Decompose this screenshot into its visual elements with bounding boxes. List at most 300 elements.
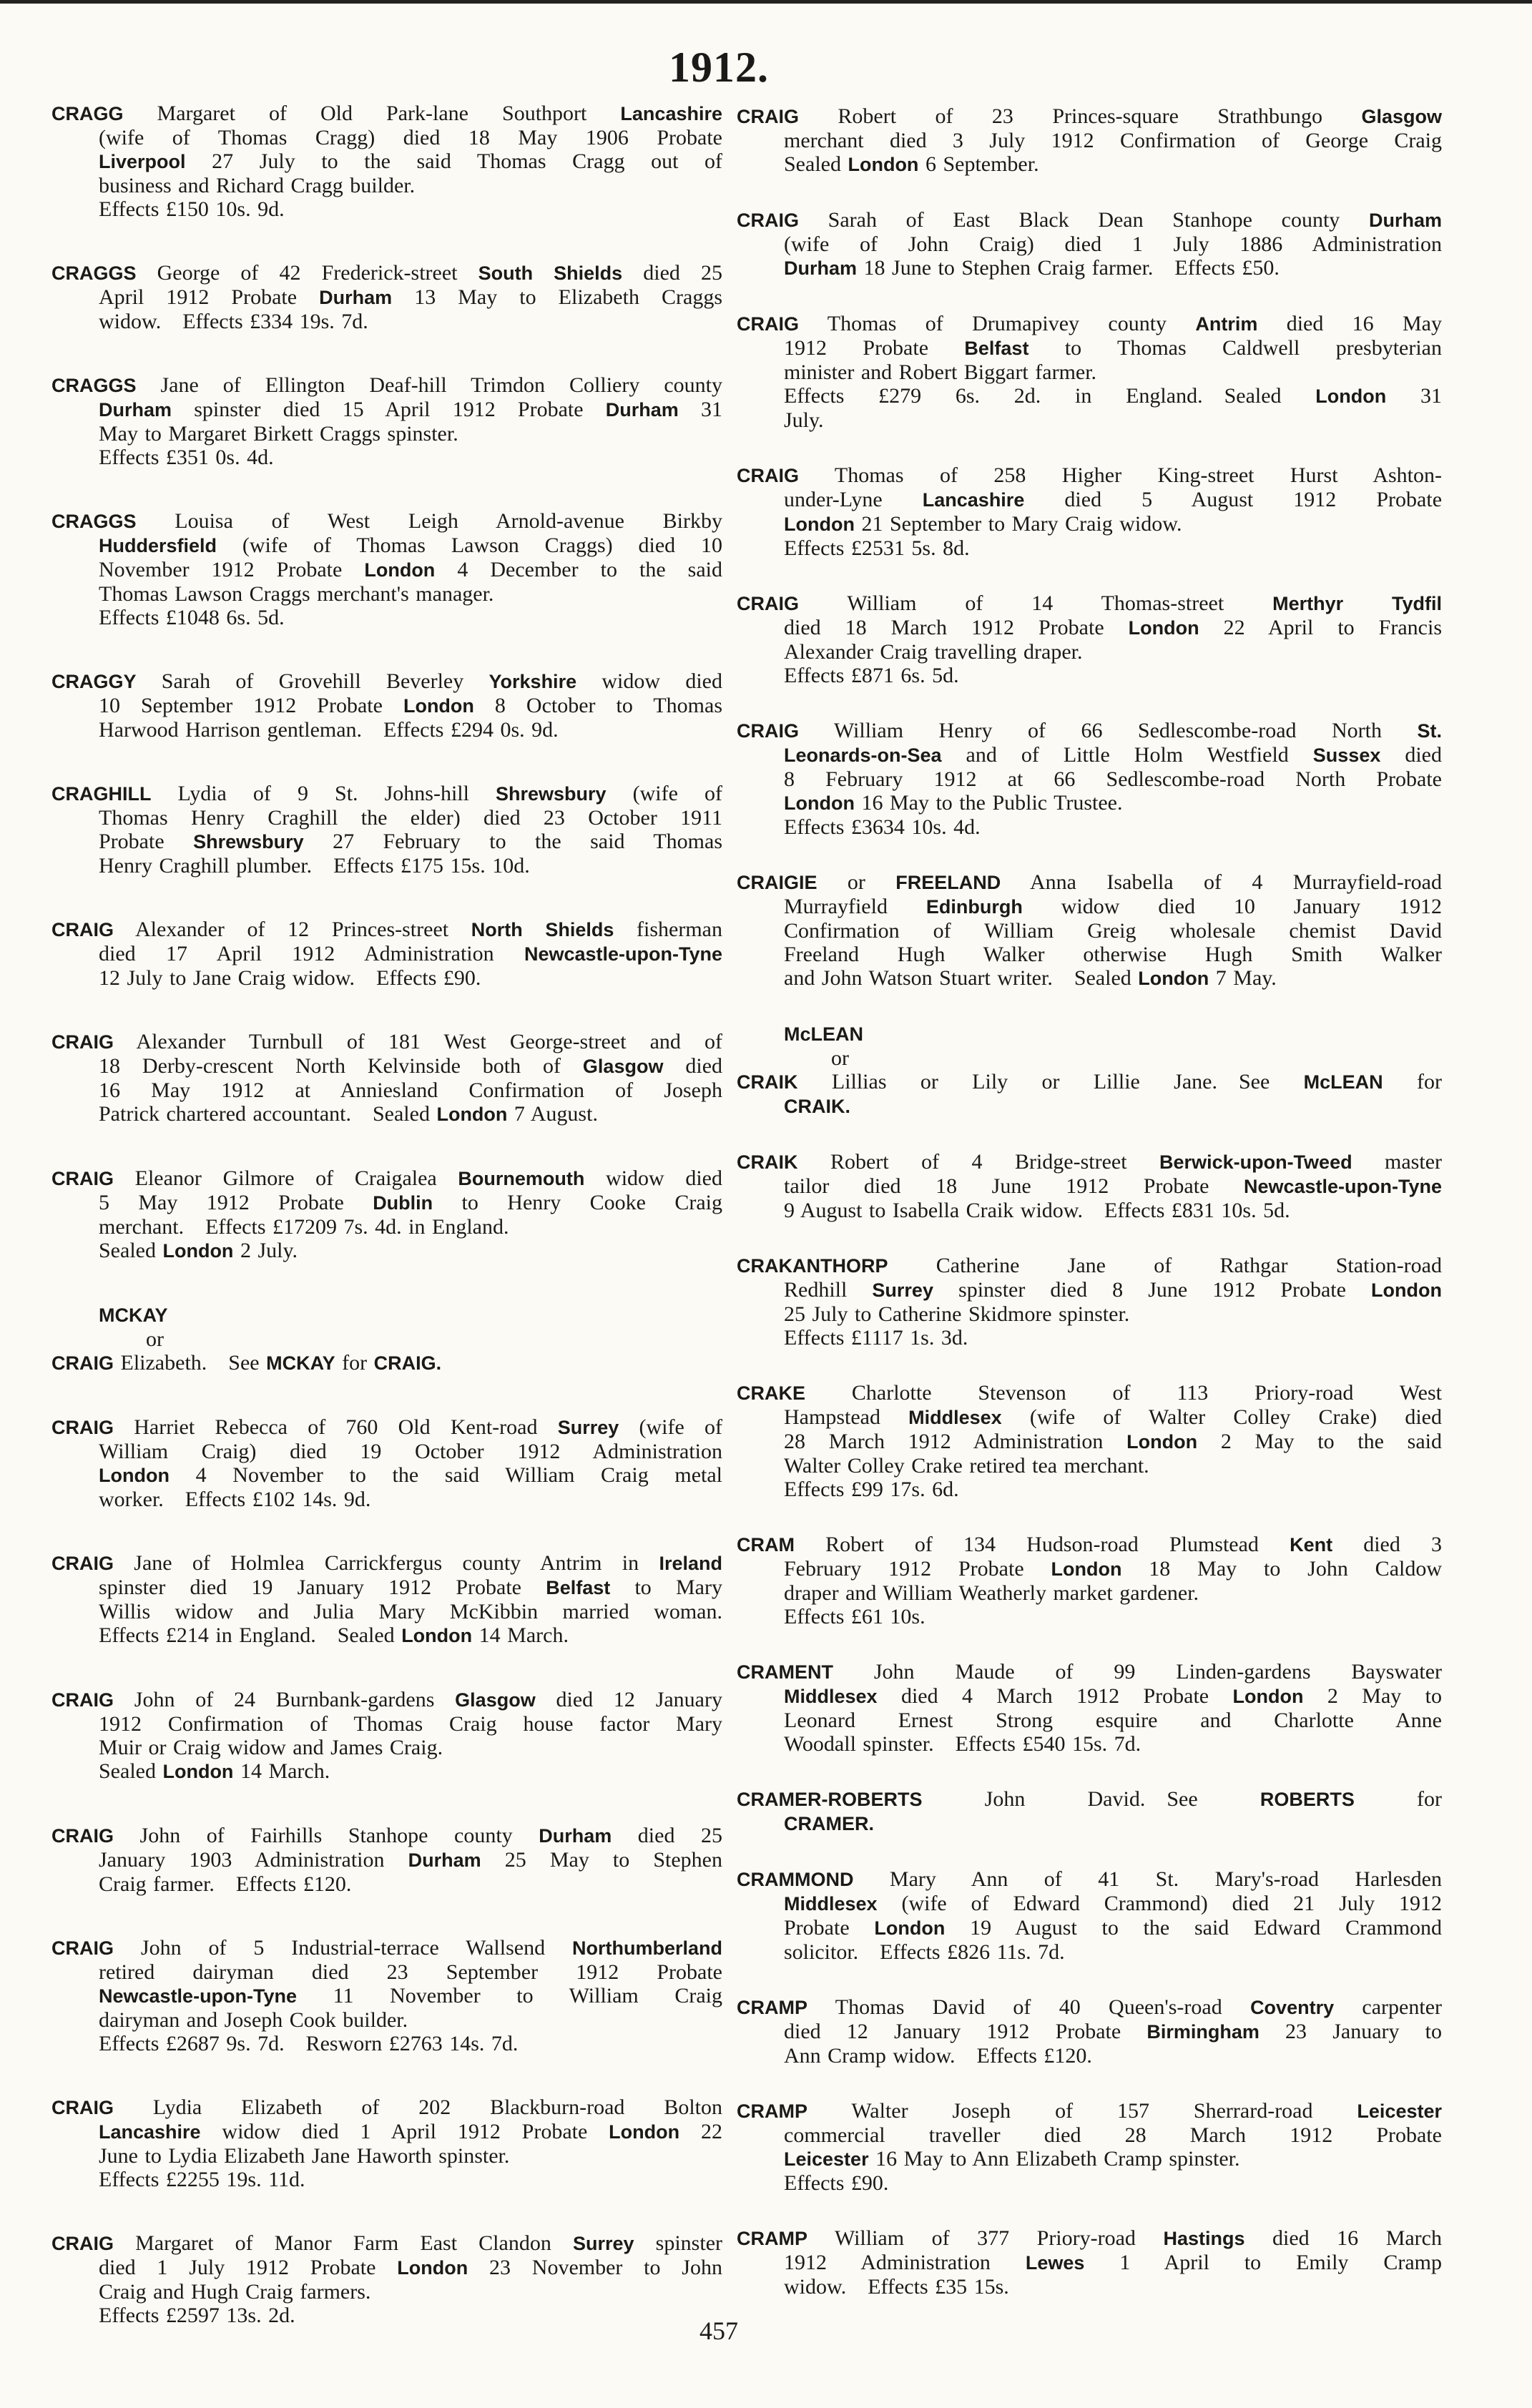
column-left — [51, 102, 722, 2367]
entry-line — [737, 1046, 1442, 1070]
probate-entry-craig-margaret — [51, 2231, 722, 2327]
entry-text: to Thomas Caldwell presbyterian — [1028, 336, 1442, 360]
bold-name-or-place: Kent — [1290, 1534, 1333, 1556]
probate-entry-craig-alexander — [51, 918, 722, 990]
probate-entry-craik-robert — [737, 1150, 1442, 1222]
probate-entry-craig-john-industrial-terrace — [51, 1936, 722, 2055]
entry-line — [51, 1102, 722, 1126]
entry-text: under-Lyne — [784, 488, 923, 511]
entry-line — [737, 256, 1442, 280]
entry-text: Effects £2255 19s. 11d. — [99, 2168, 305, 2191]
bold-name-or-place: London — [403, 695, 474, 717]
entry-text: John of 5 Industrial-terrace Wallsend — [114, 1936, 572, 1960]
entry-text: 16 May 1912 at Anniesland Confirmation of Joseph — [99, 1078, 722, 1102]
probate-entry-craig-william — [737, 591, 1442, 687]
entry-text: Willis widow and Julia Mary McKibbin married woman. — [99, 1600, 722, 1623]
entry-text: spinster died 19 January 1912 Probate — [99, 1576, 546, 1599]
entry-text: to Mary — [610, 1576, 722, 1599]
entry-text: John of 24 Burnbank-gardens — [114, 1688, 456, 1711]
entry-text: died 5 August 1912 Probate — [1024, 488, 1443, 511]
entry-text: widow died 10 January 1912 — [1022, 895, 1442, 918]
entry-text: and John Watson Stuart writer. Sealed — [784, 966, 1139, 990]
bold-name-or-place: Berwick-upon-Tweed — [1159, 1151, 1352, 1173]
bold-name-or-place: Middlesex — [908, 1407, 1002, 1428]
entry-line — [51, 174, 722, 197]
entry-text: spinster — [634, 2231, 722, 2255]
entry-text: tailor died 18 June 1912 Probate — [784, 1174, 1244, 1198]
entry-line — [737, 2147, 1442, 2171]
entry-line — [51, 2280, 722, 2304]
entry-line — [51, 830, 722, 854]
entry-text: Robert of 4 Bridge-street — [797, 1150, 1160, 1174]
entry-line — [51, 2144, 722, 2168]
entry-text: Sealed — [99, 1239, 163, 1262]
bold-name-or-place: Surrey — [572, 2233, 634, 2254]
probate-entry-craigie-or-freeland-anna-isabella — [737, 870, 1442, 991]
entry-line — [737, 1381, 1442, 1405]
bold-name-or-place: Belfast — [964, 338, 1029, 359]
entry-text: business and Richard Cragg builder. — [99, 174, 416, 197]
entry-line — [737, 664, 1442, 687]
entry-text: Confirmation of William Greig wholesale chemist David — [784, 919, 1442, 943]
bold-name-or-place: CRAIG — [51, 1825, 114, 1847]
bold-name-or-place: London — [401, 1625, 473, 1646]
entry-text: commercial traveller died 28 March 1912 Probate — [784, 2123, 1442, 2147]
entry-line — [737, 1787, 1442, 1812]
entry-line — [737, 2275, 1442, 2299]
entry-text: February 1912 Probate — [784, 1557, 1051, 1581]
bold-name-or-place: CRAIG — [737, 720, 799, 742]
entry-text: Effects £61 10s. — [784, 1605, 925, 1628]
bold-name-or-place: London — [784, 792, 855, 814]
bold-name-or-place: CRAIG — [51, 1937, 114, 1959]
probate-entry-craig-john-burnbank — [51, 1688, 722, 1784]
probate-entry-craig-john-fairhills — [51, 1824, 722, 1896]
entry-line — [737, 1709, 1442, 1732]
bold-name-or-place: CRAIG. — [373, 1352, 442, 1374]
entry-line — [51, 1824, 722, 1848]
bold-name-or-place: CRAIG — [737, 313, 799, 335]
bold-name-or-place: CRAMP — [737, 2228, 807, 2249]
entry-text: fisherman — [614, 918, 723, 941]
bold-name-or-place: CRAMER-ROBERTS — [737, 1789, 923, 1810]
entry-text: widow. Effects £334 19s. 7d. — [99, 310, 368, 333]
bold-name-or-place: London — [397, 2257, 468, 2279]
bold-name-or-place: CRAMER. — [784, 1813, 874, 1834]
entry-line — [737, 2020, 1442, 2044]
entry-text: Effects £351 0s. 4d. — [99, 446, 274, 469]
bold-name-or-place: McLEAN — [1303, 1071, 1383, 1093]
entry-text: died 25 — [622, 261, 722, 285]
entry-line — [51, 718, 722, 742]
entry-text: retired dairyman died 23 September 1912 Probate — [99, 1960, 722, 1984]
entry-line — [51, 2120, 722, 2144]
entry-text: William Henry of 66 Sedlescombe-road North — [799, 719, 1418, 742]
entry-text: 31 — [1386, 384, 1443, 408]
entry-line — [51, 373, 722, 398]
entry-line — [737, 966, 1442, 991]
entry-line — [51, 398, 722, 422]
entry-text: 4 December to the said — [435, 558, 723, 581]
entry-line — [51, 1327, 722, 1351]
entry-line — [51, 558, 722, 582]
entry-line — [51, 1078, 722, 1102]
bold-name-or-place: London — [436, 1104, 508, 1125]
entry-line — [51, 2168, 722, 2191]
bold-name-or-place: London — [162, 1240, 234, 1262]
entry-text: 22 — [679, 2120, 722, 2143]
entry-text: Alexander Turnbull of 181 West George-street and of — [114, 1030, 722, 1053]
entry-text: John of Fairhills Stanhope county — [114, 1824, 539, 1847]
probate-entry-craig-robert — [737, 104, 1442, 177]
bold-name-or-place: London — [784, 513, 855, 535]
entry-line — [51, 509, 722, 534]
entry-text: Jane of Holmlea Carrickfergus county Antrim in — [114, 1551, 659, 1575]
entry-line — [737, 2123, 1442, 2147]
entry-line — [51, 966, 722, 990]
probate-entry-craig-thomas-drumapivey — [737, 312, 1442, 432]
bold-name-or-place: CRAGHILL — [51, 783, 152, 805]
entry-line — [737, 104, 1442, 129]
bold-name-or-place: CRAIG — [51, 1689, 114, 1711]
entry-line — [51, 1215, 722, 1239]
entry-text: widow died — [584, 1166, 722, 1190]
entry-line — [737, 336, 1442, 360]
entry-text: 14 March. — [472, 1623, 569, 1647]
entry-text: or — [817, 870, 896, 894]
entry-line — [737, 943, 1442, 966]
bold-name-or-place: CRAIG — [51, 1553, 114, 1574]
entry-line — [737, 791, 1442, 815]
entry-text: minister and Robert Biggart farmer. — [784, 360, 1097, 384]
entry-text: Sarah of Grovehill Beverley — [136, 669, 489, 693]
bold-name-or-place: FREELAND — [895, 872, 1001, 893]
entry-line — [737, 1174, 1442, 1199]
entry-line — [51, 1712, 722, 1736]
entry-line — [737, 1150, 1442, 1174]
entry-text: Hampstead — [784, 1405, 909, 1429]
entry-text: Margaret of Manor Farm East Clandon — [114, 2231, 573, 2255]
entry-text: Louisa of West Leigh Arnold-avenue Birkby — [136, 509, 722, 533]
entry-text: 25 July to Catherine Skidmore spinster. — [784, 1302, 1130, 1326]
entry-text: Robert of 23 Princes-square Strathbungo — [799, 104, 1362, 128]
entry-text: Harriet Rebecca of 760 Old Kent-road — [114, 1415, 558, 1439]
entry-text: Sarah of East Black Dean Stanhope county — [799, 208, 1369, 232]
bold-name-or-place: Leicester — [1357, 2100, 1442, 2122]
bold-name-or-place: Ireland — [659, 1553, 722, 1574]
probate-entry-mclean-or-craik-lillias — [737, 1022, 1442, 1119]
entry-line — [737, 1478, 1442, 1501]
entry-text: solicitor. Effects £826 11s. 7d. — [784, 1940, 1065, 1964]
entry-line — [51, 1984, 722, 2008]
bold-name-or-place: CRAGGY — [51, 671, 137, 692]
bold-name-or-place: London — [162, 1761, 234, 1782]
entry-line — [737, 232, 1442, 256]
bold-name-or-place: CRAIG — [51, 919, 114, 940]
entry-line — [51, 1759, 722, 1784]
entry-line — [51, 806, 722, 830]
entry-text: died 12 January 1912 Probate — [784, 2020, 1147, 2043]
entry-text: Margaret of Old Park-lane Southport — [123, 102, 621, 125]
entry-text: 1912 Probate — [784, 336, 965, 360]
bold-name-or-place: CRAIK — [737, 1151, 798, 1173]
entry-line — [737, 463, 1442, 488]
entry-text: June to Lydia Elizabeth Jane Haworth spinster. — [99, 2144, 510, 2168]
entry-line — [737, 2226, 1442, 2251]
entry-text: merchant. Effects £17209 7s. 4d. in England. — [99, 1215, 509, 1239]
entry-text: (wife of Thomas Cragg) died 18 May 1906 Probate — [99, 126, 722, 149]
entry-text: 1 April to Emily Cramp — [1084, 2251, 1442, 2274]
bold-name-or-place: Bournemouth — [458, 1168, 585, 1189]
entry-line — [51, 1191, 722, 1215]
bold-name-or-place: Birmingham — [1146, 2021, 1260, 2043]
entry-text: carpenter — [1334, 1995, 1442, 2019]
entry-text: 19 August to the said Edward Crammond — [945, 1916, 1442, 1940]
bold-name-or-place: CRAIGIE — [737, 872, 817, 893]
bold-name-or-place: Durham — [784, 257, 858, 279]
entry-line — [737, 384, 1442, 408]
entry-text: Craig farmer. Effects £120. — [99, 1872, 352, 1896]
entry-text: Freeland Hugh Walker otherwise Hugh Smith Walker — [784, 943, 1442, 966]
bold-name-or-place: Newcastle-upon-Tyne — [1243, 1176, 1442, 1197]
entry-text: John Maude of 99 Linden-gardens Bayswater — [833, 1660, 1442, 1684]
entry-text: died — [663, 1054, 723, 1078]
bold-name-or-place: Glasgow — [1361, 106, 1442, 127]
entry-text: Thomas of 258 Higher King-street Hurst Ashton- — [799, 463, 1442, 487]
entry-line — [51, 1303, 722, 1327]
entry-line — [51, 1960, 722, 1984]
bold-name-or-place: Middlesex — [784, 1686, 878, 1707]
entry-text: Effects £2687 9s. 7d. Resworn £2763 14s. 7d. — [99, 2032, 519, 2055]
entry-text: November 1912 Probate — [99, 558, 365, 581]
entry-text: 28 March 1912 Administration — [784, 1430, 1127, 1453]
entry-line — [737, 2044, 1442, 2068]
entry-text: died 17 April 1912 Administration — [99, 942, 524, 965]
entry-line — [51, 606, 722, 629]
bold-name-or-place: CRAIG — [51, 1417, 114, 1438]
entry-line — [51, 942, 722, 966]
entry-text: spinster died 15 April 1912 Probate — [172, 398, 606, 421]
entry-line — [51, 446, 722, 469]
entry-line — [51, 2032, 722, 2055]
entry-text: William of 14 Thomas-street — [799, 591, 1273, 615]
entry-text: Walter Colley Crake retired tea merchant. — [784, 1454, 1149, 1478]
entry-line — [737, 1660, 1442, 1684]
entry-line — [737, 152, 1442, 177]
bold-name-or-place: CRAMP — [737, 1997, 807, 2018]
entry-text: William of 377 Priory-road — [807, 2226, 1164, 2250]
bold-name-or-place: South Shields — [478, 262, 623, 284]
entry-text: 8 February 1912 at 66 Sedlescombe-road North Probate — [784, 767, 1442, 791]
probate-entry-crament-john-maude — [737, 1660, 1442, 1756]
probate-entry-craig-sarah — [737, 208, 1442, 280]
entry-line — [737, 1892, 1442, 1916]
entry-text: 18 Derby-crescent North Kelvinside both of — [99, 1054, 583, 1078]
entry-line — [51, 1030, 722, 1054]
entry-text: 25 May to Stephen — [481, 1848, 723, 1872]
bold-name-or-place: CRAMP — [737, 2100, 807, 2122]
bold-name-or-place: MCKAY — [99, 1304, 168, 1326]
bold-name-or-place: ROBERTS — [1260, 1789, 1355, 1810]
bold-name-or-place: CRAIG — [737, 465, 799, 486]
entry-line — [51, 1688, 722, 1712]
probate-entry-craggs-jane — [51, 373, 722, 469]
bold-name-or-place: CRAMMOND — [737, 1869, 854, 1890]
entry-line — [737, 360, 1442, 384]
entry-line — [737, 591, 1442, 616]
entry-text: died 16 March — [1244, 2226, 1442, 2250]
entry-line — [737, 1732, 1442, 1756]
bold-name-or-place: Durham — [319, 287, 393, 308]
entry-text: 27 February to the said Thomas — [303, 830, 723, 853]
probate-entry-craig-harriet-rebecca — [51, 1415, 722, 1511]
entry-text: 2 May to the said — [1197, 1430, 1442, 1453]
entry-line — [51, 1054, 722, 1078]
entry-text: for — [335, 1351, 374, 1375]
bold-name-or-place: London — [609, 2121, 680, 2143]
entry-text: Ann Cramp widow. Effects £120. — [784, 2044, 1092, 2068]
entry-text: spinster died 8 June 1912 Probate — [933, 1278, 1372, 1302]
bold-name-or-place: Durham — [408, 1849, 481, 1871]
year-heading: 1912. — [669, 44, 769, 91]
bold-name-or-place: Lancashire — [922, 489, 1025, 511]
bold-name-or-place: CRAIG — [737, 106, 799, 127]
page-number: 457 — [699, 2316, 738, 2345]
entry-text: July. — [784, 408, 824, 432]
probate-entry-craig-jane — [51, 1551, 722, 1648]
entry-text: (wife of — [606, 782, 722, 805]
bold-name-or-place: Hastings — [1163, 2228, 1245, 2249]
entry-text: Walter Joseph of 157 Sherrard-road — [807, 2099, 1357, 2123]
entry-line — [51, 669, 722, 694]
entry-text: Thomas David of 40 Queen's-road — [807, 1995, 1251, 2019]
entry-line — [737, 1254, 1442, 1278]
bold-name-or-place: London — [1315, 385, 1387, 407]
entry-line — [737, 1326, 1442, 1350]
entry-text: 18 June to Stephen Craig farmer. Effects £50. — [857, 256, 1280, 280]
entry-line — [51, 1623, 722, 1648]
entry-text: 7 May. — [1209, 966, 1277, 990]
entry-line — [737, 1094, 1442, 1119]
bold-name-or-place: Liverpool — [99, 151, 186, 172]
bold-name-or-place: Newcastle-upon-Tyne — [524, 943, 722, 965]
bold-name-or-place: CRAIK — [737, 1071, 798, 1093]
entry-text: Charlotte Stevenson of 113 Priory-road West — [805, 1381, 1442, 1405]
entry-text: worker. Effects £102 14s. 9d. — [99, 1488, 371, 1511]
bold-name-or-place: London — [364, 559, 436, 581]
entry-line — [51, 2256, 722, 2280]
entry-line — [737, 1533, 1442, 1557]
entry-line — [737, 870, 1442, 895]
entry-text: Effects £3634 10s. 4d. — [784, 815, 981, 839]
entry-line — [737, 536, 1442, 560]
bold-name-or-place: Sussex — [1312, 744, 1381, 766]
entry-text: Eleanor Gilmore of Craigalea — [114, 1166, 458, 1190]
bold-name-or-place: CRAM — [737, 1534, 795, 1556]
entry-line — [737, 1557, 1442, 1581]
entry-text: and of Little Holm Westfield — [941, 743, 1313, 767]
entry-text: Harwood Harrison gentleman. Effects £294 0s. 9d. — [99, 718, 559, 742]
entry-text: died 4 March 1912 Probate — [877, 1684, 1233, 1708]
entry-line — [51, 1872, 722, 1896]
entry-line — [51, 1488, 722, 1511]
entry-line — [51, 854, 722, 878]
probate-entry-crake-charlotte-stevenson — [737, 1381, 1442, 1501]
entry-text: John David. See — [922, 1787, 1260, 1811]
probate-entry-craggs-louisa — [51, 509, 722, 629]
entry-line — [737, 815, 1442, 839]
bold-name-or-place: CRAIG — [51, 2097, 114, 2118]
entry-text: 8 October to Thomas — [473, 694, 722, 717]
probate-entry-craig-eleanor-gilmore — [51, 1166, 722, 1263]
entry-line — [737, 1278, 1442, 1302]
entry-line — [51, 285, 722, 310]
entry-line — [51, 310, 722, 333]
bold-name-or-place: North Shields — [471, 919, 614, 940]
entry-line — [737, 1605, 1442, 1628]
entry-line — [51, 2231, 722, 2256]
bold-name-or-place: London — [874, 1917, 946, 1939]
entry-text: Effects £279 6s. 2d. in England. Sealed — [784, 384, 1316, 408]
entry-line — [51, 694, 722, 718]
entry-text: 13 May to Elizabeth Craggs — [392, 285, 722, 309]
entry-text: Sealed — [99, 1759, 163, 1783]
entry-line — [51, 261, 722, 285]
bold-name-or-place: CRAGGS — [51, 511, 137, 532]
entry-text: for — [1354, 1787, 1442, 1811]
bold-name-or-place: CRAIK. — [784, 1096, 850, 1117]
entry-text: Effects £1117 1s. 3d. — [784, 1326, 968, 1350]
probate-entry-cramp-william — [737, 2226, 1442, 2299]
entry-text: 12 July to Jane Craig widow. Effects £90. — [99, 966, 481, 990]
entry-text: died 1 July 1912 Probate — [99, 2256, 398, 2279]
entry-text: 21 September to Mary Craig widow. — [854, 512, 1182, 536]
bold-name-or-place: CRAIG — [737, 210, 799, 231]
bold-name-or-place: Leonards-on-Sea — [784, 744, 942, 766]
entry-text: Elizabeth. See — [114, 1351, 267, 1375]
entry-text: 16 May to the Public Trustee. — [854, 791, 1123, 815]
entry-text: Effects £2531 5s. 8d. — [784, 536, 970, 560]
entry-line — [51, 2095, 722, 2120]
entry-text: (wife of John Craig) died 1 July 1886 Administration — [784, 232, 1442, 256]
entry-line — [51, 582, 722, 606]
probate-entry-cragg-margaret — [51, 102, 722, 221]
entry-line — [51, 126, 722, 149]
entry-text: Alexander of 12 Princes-street — [114, 918, 471, 941]
entry-text: Murrayfield — [784, 895, 926, 918]
entry-line — [737, 1940, 1442, 1964]
entry-line — [737, 743, 1442, 767]
entry-text: Patrick chartered accountant. Sealed — [99, 1102, 437, 1126]
bold-name-or-place: Yorkshire — [488, 671, 577, 692]
entry-text: Probate — [99, 830, 194, 853]
entry-text: 2 July. — [233, 1239, 298, 1262]
entry-text: Lydia Elizabeth of 202 Blackburn-road Bolton — [114, 2095, 722, 2119]
bold-name-or-place: CRAIG — [51, 2233, 114, 2254]
entry-text: 22 April to Francis — [1199, 616, 1442, 639]
bold-name-or-place: CRAIG — [51, 1031, 114, 1053]
entry-line — [737, 488, 1442, 512]
entry-line — [51, 918, 722, 942]
entry-text: died 16 May — [1257, 312, 1442, 335]
entry-text: widow died 1 April 1912 Probate — [200, 2120, 609, 2143]
bold-name-or-place: London — [1051, 1558, 1122, 1580]
entry-text: (wife of Thomas Lawson Craggs) died 10 — [217, 534, 722, 557]
entry-text: widow died — [576, 669, 722, 693]
entry-text: April 1912 Probate — [99, 285, 320, 309]
bold-name-or-place: Lancashire — [99, 2121, 201, 2143]
entry-text: Thomas of Drumapivey county — [799, 312, 1196, 335]
